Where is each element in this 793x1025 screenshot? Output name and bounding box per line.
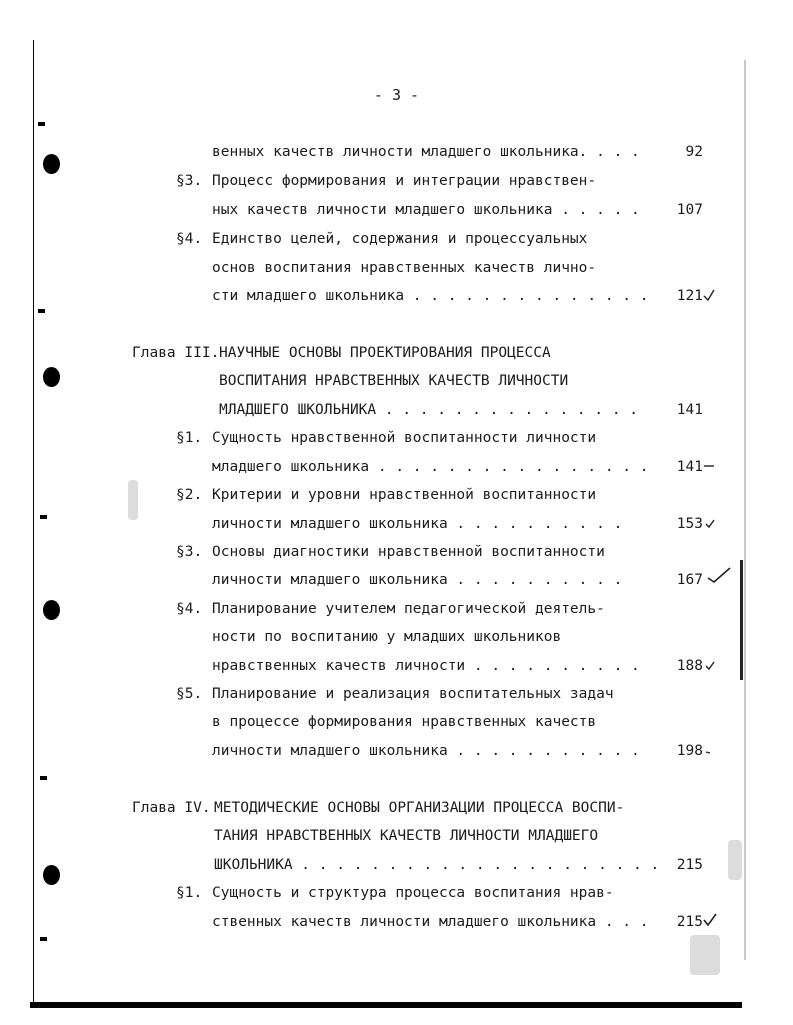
handwritten-check-icon — [702, 288, 716, 302]
toc-page-number: 141 — [676, 459, 703, 475]
toc-entry-line: Процесс формирования и интеграции нравствен- — [212, 173, 597, 189]
toc-section-marker: §2. — [176, 487, 203, 503]
toc-page-number: 167 — [676, 572, 703, 588]
toc-entry-line: личности младшего школьника . . . . . . . . . . — [212, 516, 623, 532]
toc-page-number: 198 — [676, 743, 703, 759]
toc-entry-line: Сущность нравственной воспитанности личности — [212, 430, 597, 446]
toc-chapter-label: Глава III. — [132, 345, 220, 361]
toc-section-marker: §4. — [176, 231, 203, 247]
toc-entry-line: Критерии и уровни нравственной воспитанности — [212, 487, 597, 503]
scan-bottom-bar — [30, 1002, 742, 1008]
toc-section-marker: §3. — [176, 173, 203, 189]
toc-entry-line: Планирование и реализация воспитательных задач — [212, 686, 614, 702]
handwritten-check-icon — [704, 516, 716, 530]
toc-entry-line: Единство целей, содержания и процессуальных — [212, 231, 588, 247]
scan-dot — [40, 515, 47, 519]
binder-hole — [43, 367, 60, 387]
toc-entry-line: ности по воспитанию у младших школьников — [212, 629, 562, 645]
toc-page-number: 215 — [676, 914, 703, 930]
toc-page-number: 215 — [676, 857, 703, 873]
toc-page-number: 188 — [676, 658, 703, 674]
toc-section-marker: §5. — [176, 686, 203, 702]
toc-entry-line: нравственных качеств личности . . . . . . . . . . — [212, 658, 640, 674]
scan-right-mark — [740, 560, 743, 680]
scan-smudge — [728, 840, 742, 880]
page-number: - 3 - — [373, 86, 420, 104]
toc-chapter-title: ВОСПИТАНИЯ НРАВСТВЕННЫХ КАЧЕСТВ ЛИЧНОСТИ — [219, 373, 569, 389]
toc-chapter-label: Глава IV. — [132, 800, 211, 816]
toc-section-marker: §3. — [176, 544, 203, 560]
toc-chapter-title: МЛАДШЕГО ШКОЛЬНИКА . . . . . . . . . . . . . . . — [219, 402, 639, 418]
handwritten-check-icon — [702, 912, 718, 928]
toc-entry-line: сти младшего школьника . . . . . . . . . . . . . . — [212, 288, 649, 304]
toc-entry-line: венных качеств личности младшего школьника. . . . — [212, 144, 640, 160]
scan-dot — [38, 309, 45, 313]
toc-entry-line: Сущность и структура процесса воспитания нрав- — [212, 885, 614, 901]
toc-entry-line: в процессе формирования нравственных качеств — [212, 714, 597, 730]
toc-section-marker: §1. — [176, 885, 203, 901]
scan-dot — [40, 937, 47, 941]
toc-entry-line: Планирование учителем педагогической деятель- — [212, 601, 605, 617]
toc-entry-line: личности младшего школьника . . . . . . . . . . . — [212, 743, 640, 759]
toc-chapter-title: ШКОЛЬНИКА . . . . . . . . . . . . . . . . . . . . . — [214, 857, 660, 873]
handwritten-check-icon — [704, 658, 716, 672]
binder-hole — [43, 600, 60, 620]
toc-page-number: 153 — [676, 516, 703, 532]
handwritten-check-icon — [704, 744, 716, 758]
toc-page-number: 92 — [685, 144, 703, 160]
toc-entry-line: основ воспитания нравственных качеств личнo- — [212, 260, 597, 276]
scan-left-edge — [33, 40, 34, 1002]
toc-chapter-title: МЕТОДИЧЕСКИЕ ОСНОВЫ ОРГАНИЗАЦИИ ПРОЦЕССА ВОСПИ- — [214, 800, 625, 816]
toc-entry-line: личности младшего школьника . . . . . . . . . . — [212, 572, 623, 588]
toc-entry-line: Основы диагностики нравственной воспитанности — [212, 544, 605, 560]
toc-chapter-title: НАУЧНЫЕ ОСНОВЫ ПРОЕКТИРОВАНИЯ ПРОЦЕССА — [219, 345, 551, 361]
scan-dot — [38, 122, 45, 126]
toc-page-number: 141 — [676, 402, 703, 418]
handwritten-check-icon — [702, 460, 716, 474]
binder-hole — [43, 865, 60, 885]
scan-smudge — [128, 480, 138, 520]
scan-smudge — [690, 935, 720, 975]
handwritten-check-icon — [706, 566, 732, 586]
toc-entry-line: младшего школьника . . . . . . . . . . . . . . . . — [212, 459, 649, 475]
toc-section-marker: §4. — [176, 601, 203, 617]
toc-page-number: 107 — [676, 202, 703, 218]
toc-page-number: 121 — [676, 288, 703, 304]
toc-section-marker: §1. — [176, 430, 203, 446]
toc-entry-line: ных качеств личности младшего школьника . . . . . — [212, 202, 640, 218]
scan-right-edge — [744, 60, 746, 960]
scan-dot — [40, 776, 47, 780]
binder-hole — [43, 154, 60, 174]
toc-chapter-title: ТАНИЯ НРАВСТВЕННЫХ КАЧЕСТВ ЛИЧНОСТИ МЛАДШЕГО — [214, 828, 599, 844]
toc-entry-line: ственных качеств личности младшего школьника . . . — [212, 914, 649, 930]
